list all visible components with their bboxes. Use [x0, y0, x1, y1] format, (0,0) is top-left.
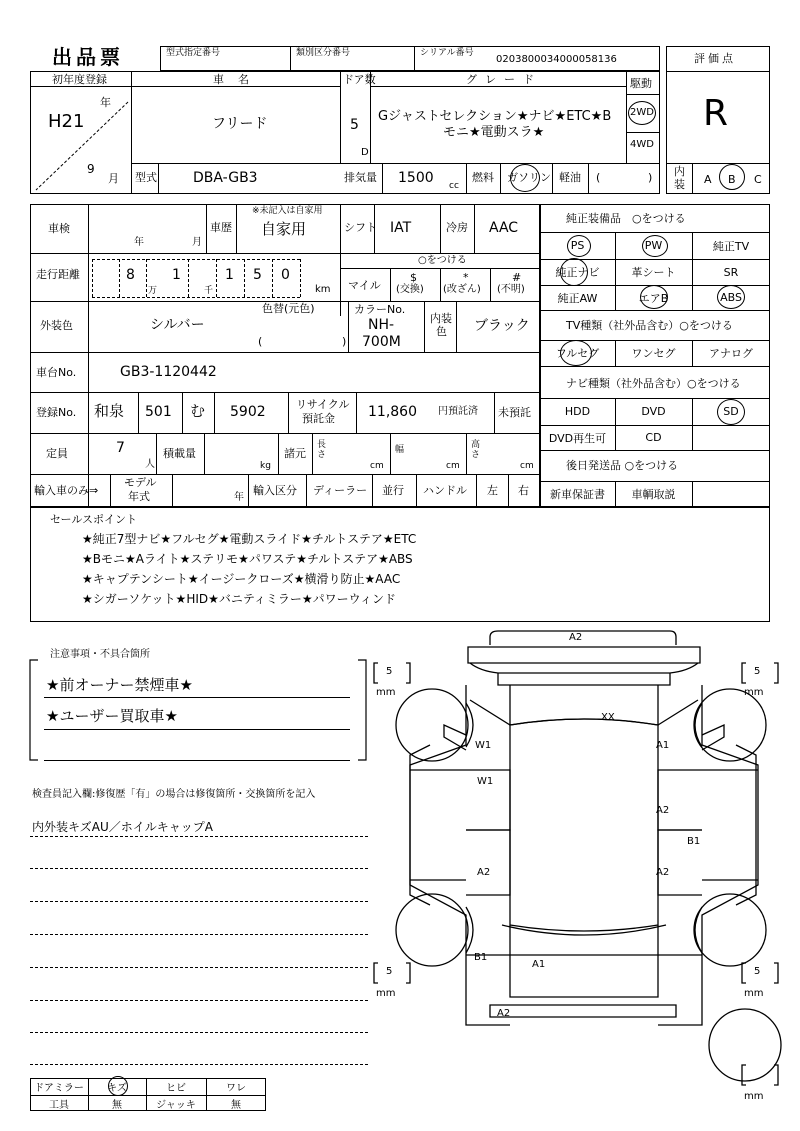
- color-no-2: 700M: [362, 334, 401, 350]
- color-no-1: NH-: [368, 317, 395, 333]
- inspection-month-unit: 月: [192, 237, 202, 248]
- mirror-scratch: キズ: [107, 1083, 127, 1094]
- recycle-status: 円預託済: [438, 406, 478, 417]
- int-color-value: ブラック: [474, 318, 530, 334]
- kg-unit: kg: [260, 461, 271, 471]
- mm-fl: mm: [376, 687, 396, 698]
- tv-fullseg: フルセグ: [555, 347, 600, 360]
- cc-unit: cc: [449, 181, 459, 191]
- grade-label: グレード: [466, 73, 542, 86]
- man-unit: 万: [148, 286, 158, 296]
- person-unit: 人: [145, 459, 155, 470]
- mileage-altered: (改ざん): [443, 284, 481, 295]
- mm-spare: mm: [744, 1091, 764, 1102]
- capacity-label: 定員: [46, 447, 68, 460]
- doors-label: ドア数: [343, 73, 376, 86]
- chassis-label: 車台No.: [36, 366, 77, 379]
- first-reg-month: 9: [87, 162, 95, 176]
- interior-b-circle: [719, 164, 745, 190]
- mileage-exchanged: (交換): [396, 284, 424, 295]
- paren-close: ): [342, 335, 347, 348]
- notes-line-2: ★ユーザー買取車★: [46, 707, 178, 725]
- month-unit: 月: [108, 172, 119, 185]
- later-label: 後日発送品 ○をつける: [566, 459, 679, 472]
- chassis-value: GB3-1120442: [120, 364, 217, 380]
- nav-sd-circle: [717, 399, 745, 425]
- model-value: DBA-GB3: [193, 170, 258, 186]
- recycle-label-2: 預託金: [302, 412, 335, 425]
- damage-mark-right-side: B1: [687, 836, 701, 847]
- drive-2wd-circle: [628, 101, 656, 125]
- fuel-gasoline: ガソリン: [507, 171, 551, 184]
- model-year-unit: 年: [234, 492, 244, 503]
- inspection-label: 車検: [48, 222, 70, 235]
- import-label: 輸入車のみ⇒: [34, 484, 99, 497]
- ac-label: 冷房: [446, 221, 468, 234]
- damage-mark-right-front-door: A2: [656, 805, 670, 816]
- cd: CD: [645, 431, 662, 444]
- page-title: 出品票: [52, 45, 124, 69]
- notes-line-1: ★前オーナー禁煙車★: [46, 676, 193, 694]
- damage-mark-right-front: A1: [656, 740, 670, 751]
- mm-rl: mm: [376, 988, 396, 999]
- mileage-digit-5: 0: [281, 267, 290, 283]
- tire-depth-fr: 5: [754, 666, 761, 677]
- drive-2wd: 2WD: [630, 107, 654, 118]
- later-manual: 車輌取説: [631, 488, 676, 501]
- tv-label: TV種類（社外品含む）○をつける: [566, 319, 733, 332]
- inspector-line: 内外装キズAU／ホイルキャップA: [32, 820, 213, 834]
- equip-airbag-circle: [640, 285, 668, 309]
- interior-label-1: 内: [674, 165, 685, 178]
- damage-mark-left-rear: B1: [474, 952, 488, 963]
- mileage-digit-1: 8: [126, 267, 135, 283]
- handle-right: 右: [518, 484, 529, 497]
- fuel-circle: [510, 164, 540, 192]
- mileage-digit-2: 1: [172, 267, 181, 283]
- drive-label: 駆動: [630, 77, 652, 90]
- damage-mark-rear: A1: [532, 959, 546, 970]
- int-color-label-2: 色: [436, 325, 447, 338]
- reg-place: 和泉: [94, 402, 125, 420]
- color-change-label: 色替(元色): [262, 302, 315, 315]
- reg-class: 501: [145, 404, 172, 420]
- cm-unit-3: cm: [520, 461, 534, 471]
- ac-value: AAC: [489, 220, 519, 236]
- car-name: フリード: [212, 116, 268, 132]
- exch-sym: $: [410, 271, 417, 284]
- class-number-label: 類別区分番号: [296, 48, 351, 58]
- mileage-digit-3: 1: [225, 267, 234, 283]
- capacity-value: 7: [116, 440, 125, 456]
- serial-label: シリアル番号: [420, 48, 474, 58]
- width-label: 幅: [395, 445, 405, 455]
- damage-mark-left-rear-door: A2: [477, 867, 491, 878]
- dims-label: 諸元: [284, 447, 306, 460]
- equip-oem-aw: 純正AW: [557, 291, 598, 305]
- cm-unit-2: cm: [446, 461, 460, 471]
- mirror-label: ドアミラー: [34, 1083, 84, 1094]
- score-value: R: [703, 93, 729, 134]
- paren-open: (: [596, 171, 601, 184]
- jack-value: 無: [231, 1099, 241, 1111]
- damage-mark-front-bumper: A2: [569, 632, 583, 643]
- car-name-label: 車名: [213, 73, 263, 86]
- equip-abs: ABS: [720, 291, 742, 304]
- equip-oem-nav: 純正ナビ: [555, 266, 600, 279]
- shift-label: シフト: [344, 221, 377, 234]
- sales-line-2: ★Bモニ★Aライト★ステリモ★パワステ★チルトステア★ABS: [82, 552, 413, 566]
- inspector-label: 検査員記入欄:修復歴「有」の場合は修復箇所・交換箇所を記入: [32, 789, 316, 800]
- reg-kana: む: [190, 402, 206, 420]
- drive-4wd: 4WD: [630, 139, 654, 150]
- km-unit: km: [315, 284, 331, 295]
- fuel-label: 燃料: [472, 171, 494, 184]
- interior-a: A: [704, 173, 712, 186]
- length-label: 長さ: [317, 440, 327, 460]
- car-diagram: [370, 625, 790, 1120]
- history-value: 自家用: [261, 220, 307, 238]
- mm-rr: mm: [744, 988, 764, 999]
- mirror-break: ワレ: [226, 1083, 246, 1094]
- dvd-playback: DVD再生可: [548, 431, 607, 445]
- paren-open: (: [258, 335, 263, 348]
- interior-c: C: [754, 173, 762, 186]
- mileage-digit-4: 5: [253, 267, 262, 283]
- equip-nav-circle: [560, 258, 588, 286]
- mirror-crack: ヒビ: [166, 1083, 186, 1094]
- handle-left: 左: [487, 484, 498, 497]
- sales-line-3: ★キャプテンシート★イージークローズ★横滑り防止★AAC: [82, 572, 401, 586]
- equip-sr: SR: [723, 265, 739, 279]
- mileage-label: 走行距離: [36, 268, 80, 281]
- mileage-mile: マイル: [348, 279, 381, 292]
- model-year-label-1: モデル: [124, 476, 157, 489]
- model-label: 型式: [135, 171, 157, 184]
- import-class-label: 輸入区分: [253, 484, 297, 497]
- color-label: 外装色: [40, 319, 73, 332]
- first-reg-label: 初年度登録: [52, 73, 107, 86]
- damage-mark-windshield: W1: [475, 740, 492, 751]
- nav-label: ナビ種類（社外品含む）○をつける: [566, 377, 741, 390]
- interior-b: B: [728, 173, 736, 186]
- equip-ps: PS: [570, 239, 585, 252]
- door-type: D: [361, 147, 369, 158]
- int-color-label-1: 内装: [430, 312, 452, 325]
- model-designation-label: 型式指定番号: [166, 48, 221, 58]
- grade-line2: モニ★電動スラ★: [443, 125, 545, 140]
- displacement-value: 1500: [398, 170, 434, 186]
- sales-line-1: ★純正7型ナビ★フルセグ★電動スライド★チルトステア★ETC: [82, 532, 417, 546]
- equip-pw-circle: [642, 235, 668, 257]
- color-no-label: カラーNo.: [354, 303, 406, 316]
- mirror-scratch-circle: [108, 1076, 128, 1096]
- details-block: [30, 204, 540, 507]
- sales-label: セールスポイント: [50, 513, 138, 526]
- recycle-label-1: リサイクル: [296, 398, 350, 411]
- displacement-label: 排気量: [344, 171, 377, 184]
- damage-mark-hood: XX: [601, 712, 615, 723]
- damage-mark-right-rear-door: A2: [656, 867, 670, 878]
- tire-depth-fl: 5: [386, 666, 393, 677]
- unknown-sym: #: [512, 271, 522, 284]
- import-dealer: ディーラー: [313, 484, 368, 497]
- damage-mark-left-front-window: W1: [477, 776, 494, 787]
- cm-unit-1: cm: [370, 461, 384, 471]
- equip-leather: 革シート: [631, 266, 676, 279]
- height-label: 高さ: [471, 440, 481, 460]
- equip-oem-tv: 純正TV: [712, 239, 750, 253]
- mileage-unknown: (不明): [497, 284, 525, 295]
- tools-value: 無: [112, 1099, 122, 1111]
- equip-abs-circle: [717, 285, 745, 309]
- mm-fr: mm: [744, 687, 764, 698]
- tv-analog: アナログ: [709, 347, 753, 360]
- recycle-not: 未預託: [498, 406, 531, 419]
- notes-label: 注意事項・不具合箇所: [50, 649, 150, 660]
- model-year-label-2: 年式: [128, 490, 150, 503]
- equip-airbag: エアB: [638, 291, 669, 305]
- damage-mark-rear-bumper: A2: [497, 1008, 511, 1019]
- history-label: 車歴: [210, 221, 232, 234]
- color-value: シルバー: [150, 317, 205, 333]
- nav-sd: SD: [723, 405, 739, 418]
- paren-close: ): [648, 171, 653, 184]
- equip-pw: PW: [644, 239, 663, 252]
- alter-sym: *: [463, 271, 469, 284]
- tire-depth-rr: 5: [754, 966, 761, 977]
- mileage-check-note: ○をつける: [418, 255, 467, 266]
- sen-unit: 千: [204, 286, 214, 296]
- reg-label: 登録No.: [36, 406, 77, 419]
- fuel-diesel: 軽油: [559, 171, 581, 184]
- equip-ps-circle: [567, 235, 591, 257]
- nav-hdd: HDD: [564, 405, 591, 418]
- inspection-year-unit: 年: [134, 237, 144, 248]
- reg-number: 5902: [230, 404, 266, 420]
- year-unit: 年: [100, 96, 111, 109]
- load-label: 積載量: [163, 447, 196, 460]
- doors-value: 5: [350, 117, 359, 133]
- later-warranty: 新車保証書: [550, 488, 605, 501]
- nav-dvd: DVD: [641, 405, 666, 418]
- recycle-value: 11,860: [368, 404, 417, 420]
- tv-fullseg-circle: [560, 340, 592, 366]
- grade-line1: Gジャストセレクション★ナビ★ETC★B: [378, 109, 612, 124]
- sales-line-4: ★シガーソケット★HID★バニティミラー★パワーウィンド: [82, 592, 396, 606]
- import-parallel: 並行: [382, 484, 404, 497]
- tire-depth-rl: 5: [386, 966, 393, 977]
- oem-label: 純正装備品 ○をつける: [566, 212, 686, 225]
- tools-label: 工具: [49, 1099, 69, 1111]
- score-label: 評価点: [694, 52, 736, 65]
- tv-oneseg: ワンセグ: [631, 347, 676, 360]
- serial-value: 0203800034000058136: [496, 54, 617, 65]
- history-note: ※未記入は自家用: [252, 206, 323, 216]
- first-reg-era: H21: [48, 111, 85, 132]
- interior-label-2: 装: [674, 178, 685, 191]
- jack-label: ジャッキ: [156, 1099, 196, 1111]
- import-handle: ハンドル: [423, 484, 467, 497]
- shift-value: IAT: [390, 220, 412, 236]
